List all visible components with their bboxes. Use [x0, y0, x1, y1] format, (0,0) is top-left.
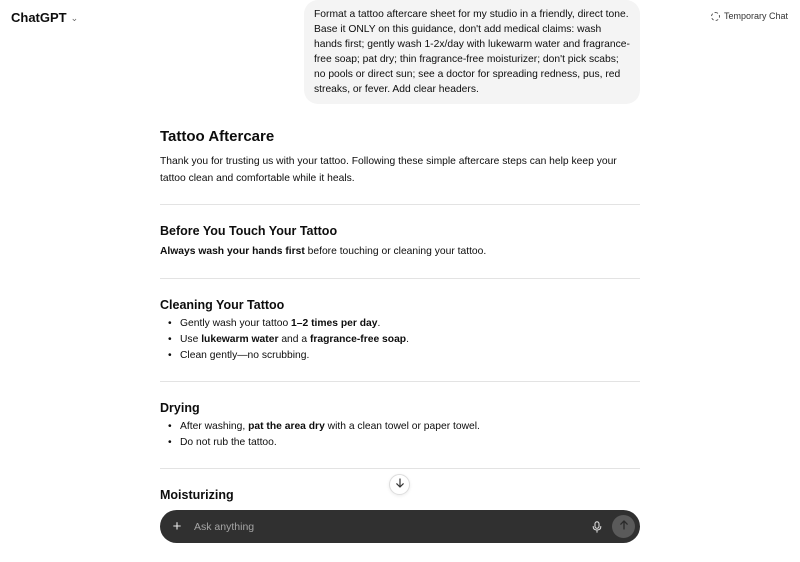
user-message: Format a tattoo aftercare sheet for my studio in a friendly, direct tone. Base it ONLY on this guidance, don't add medical claims: wash hands first; gently wash 1-2x/day with lukewarm water and fragrance-free soap; pat dry; thin fragrance-free moisturizer; don't pick scabs; no pools or direct sun; see a doctor for spreading redness, pus, red streaks, or fever. Add clear headers.: [304, 0, 640, 104]
list-item: • Gently wash your tattoo 1–2 times per day.: [160, 316, 640, 332]
section-heading-drying: Drying: [160, 400, 200, 415]
section-heading-moisturizing: Moisturizing: [160, 487, 234, 502]
arrow-down-icon: [395, 478, 405, 491]
text: before touching or cleaning your tattoo.: [304, 246, 487, 257]
app-name: ChatGPT: [11, 10, 67, 25]
arrow-up-icon: [619, 520, 629, 533]
temporary-chat-label: Temporary Chat: [723, 11, 788, 21]
microphone-icon[interactable]: [586, 521, 608, 533]
composer: [160, 510, 640, 543]
response-title: Tattoo Aftercare: [160, 128, 275, 145]
list-item: • Use lukewarm water and a fragrance-free soap.: [160, 332, 640, 348]
list-item: • Do not rub the tattoo.: [160, 435, 640, 451]
section-heading-before: Before You Touch Your Tattoo: [160, 224, 338, 238]
before-paragraph: [160, 244, 640, 261]
send-button[interactable]: [612, 515, 635, 538]
assistant-response: [160, 128, 640, 502]
intro-paragraph: Thank you for trusting us with your tattoo. Following these simple aftercare steps can help keep your tattoo clean and comfortable while it heals.: [160, 156, 617, 184]
bold-text: Always wash your hands first: [160, 246, 305, 257]
dashed-circle-icon: [711, 12, 720, 21]
section-heading-cleaning: Cleaning Your Tattoo: [160, 297, 285, 312]
model-selector[interactable]: [11, 10, 78, 25]
scroll-to-bottom-button[interactable]: [389, 474, 410, 495]
chevron-down-icon: ⌄: [70, 12, 79, 23]
list-item: • After washing, pat the area dry with a clean towel or paper towel.: [160, 419, 640, 435]
drying-list: [160, 419, 640, 451]
cleaning-list: [160, 316, 640, 364]
plus-icon[interactable]: +: [172, 518, 182, 535]
temporary-chat-button[interactable]: [711, 11, 788, 21]
list-item: • Clean gently—no scrubbing.: [160, 348, 640, 364]
prompt-input[interactable]: [194, 521, 586, 533]
